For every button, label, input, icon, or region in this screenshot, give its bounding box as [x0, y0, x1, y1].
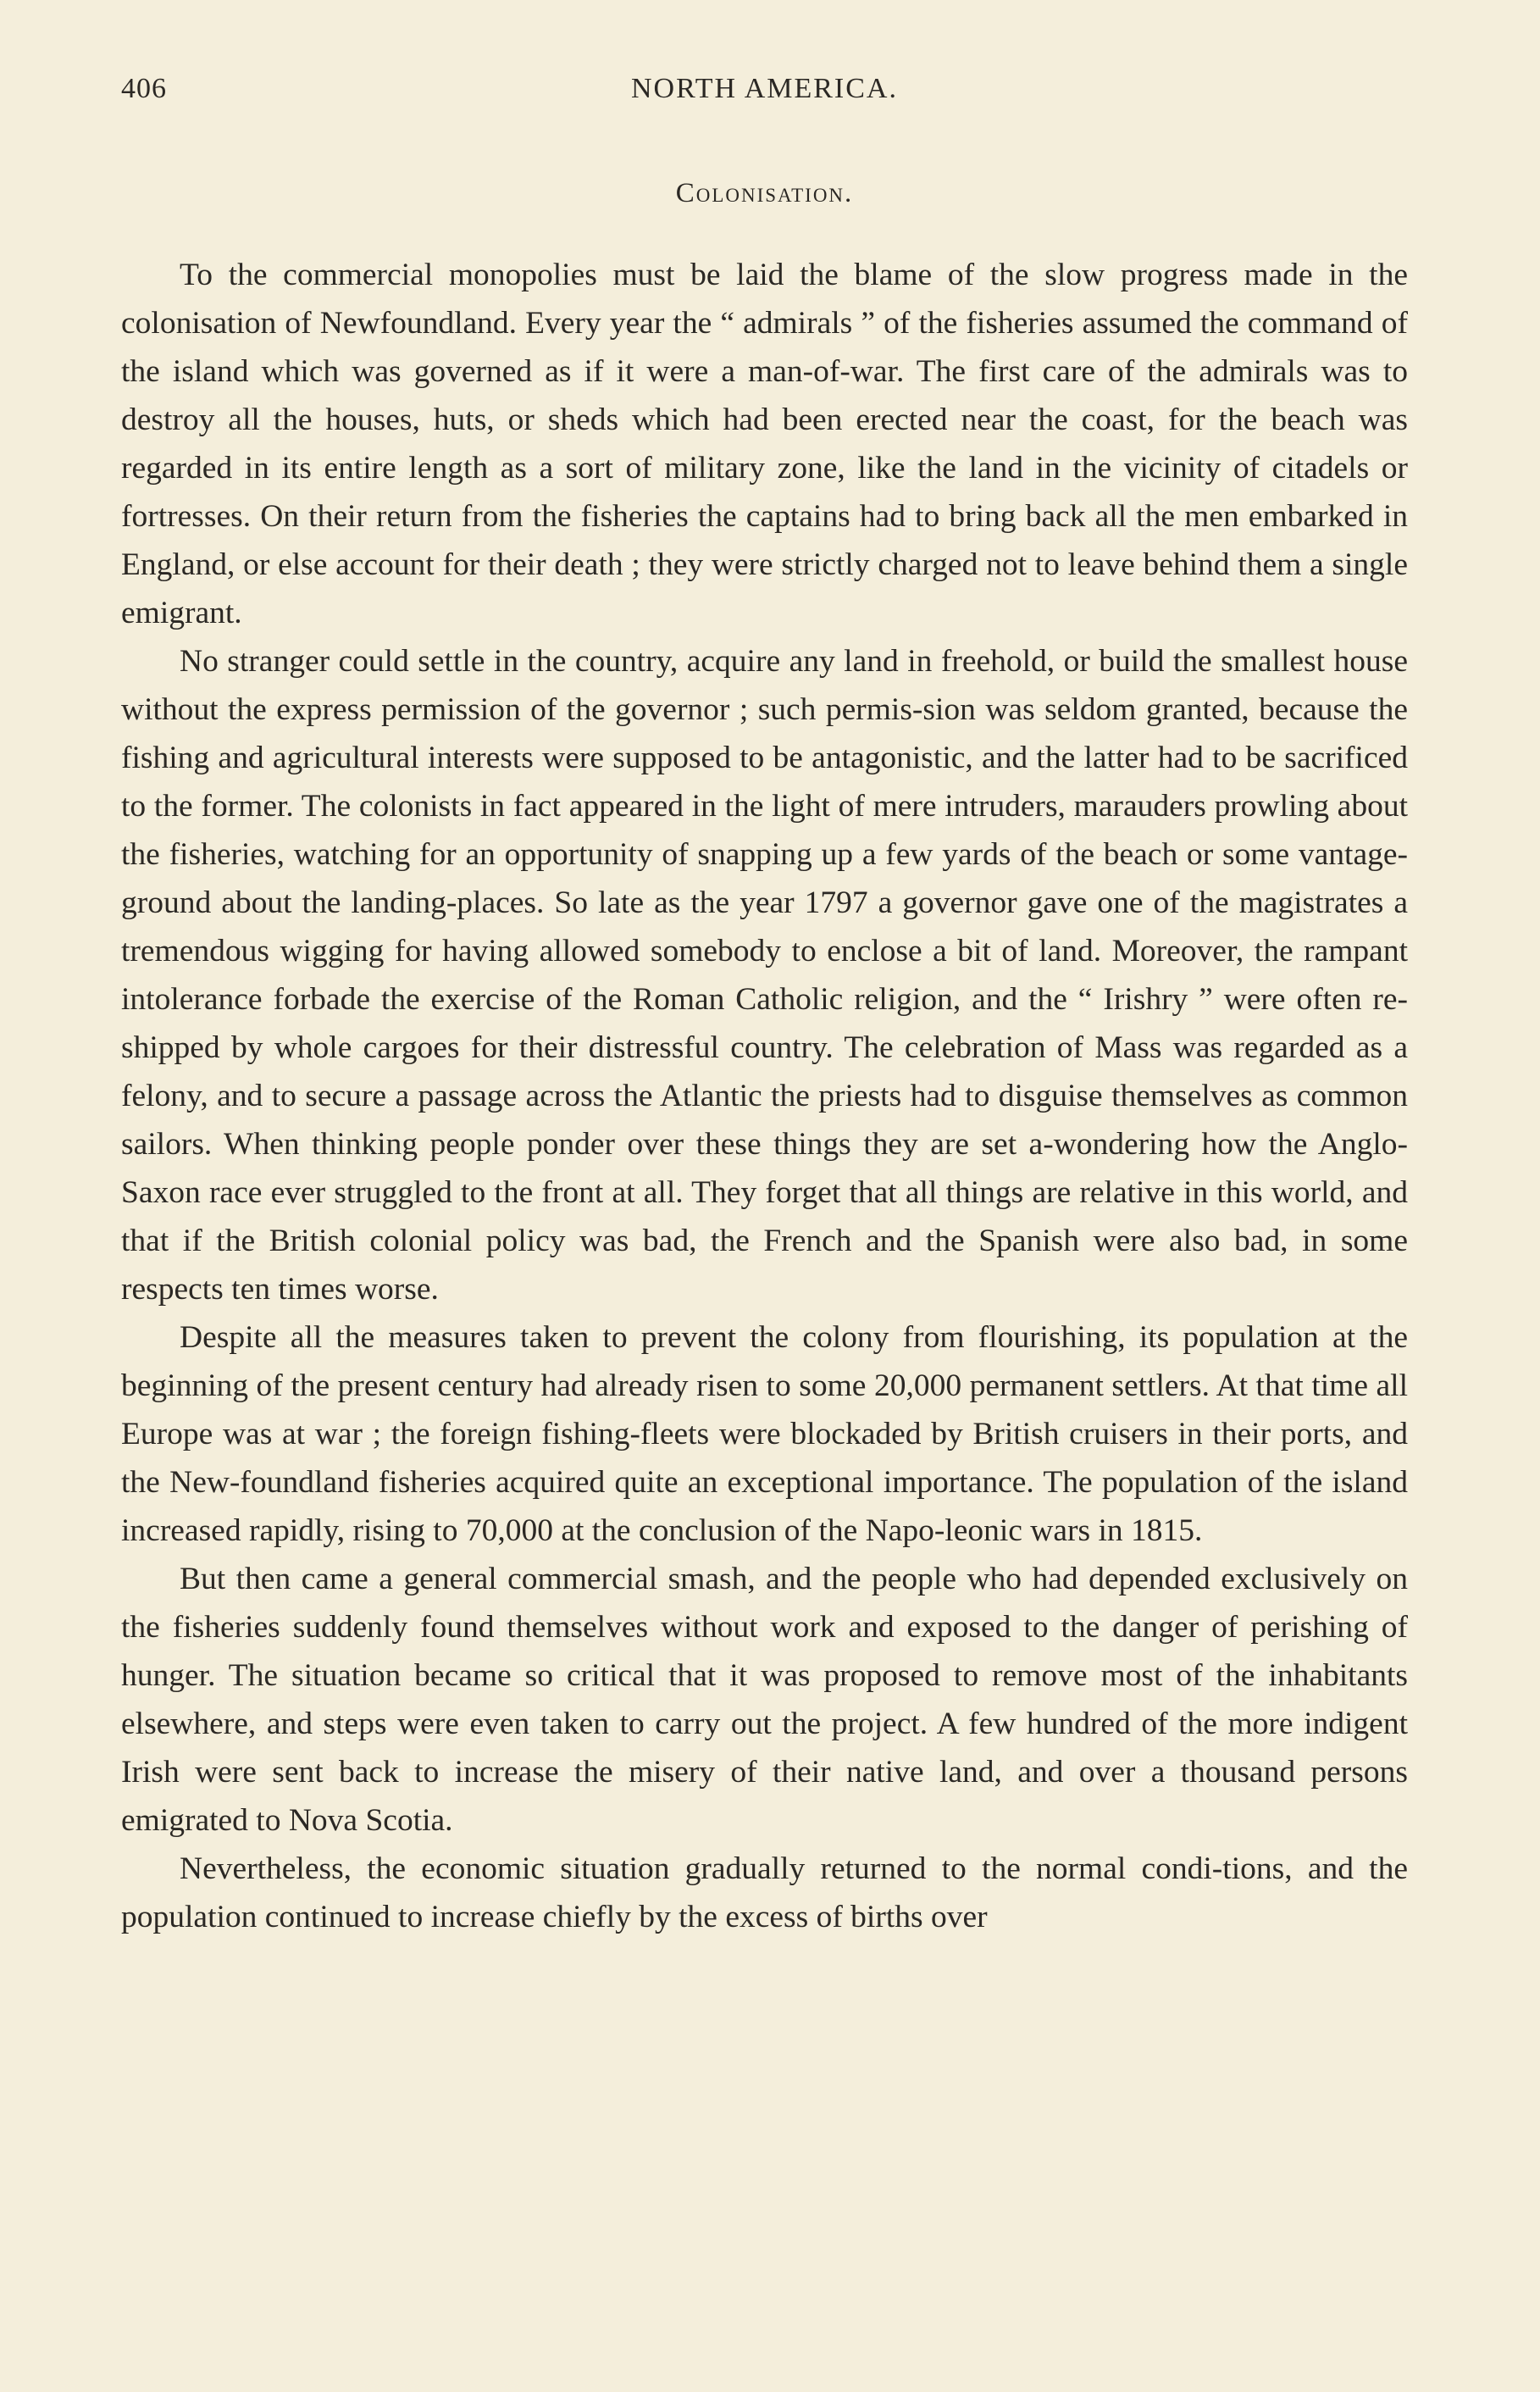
- running-head: [121, 73, 1408, 115]
- section-heading: Colonisation.: [675, 178, 854, 208]
- book-page: [121, 0, 1408, 2392]
- paragraph: Nevertheless, the economic situation gradually returned to the normal condi-tions, and the population continued to increase chiefly by the excess of births over: [121, 1851, 1408, 1934]
- body-text: [121, 251, 1408, 1941]
- paragraph: No stranger could settle in the country, acquire any land in freehold, or build the smallest house without the express permission of the governor ; such permis-sion was seldom granted, because the fishing and agricultural interests were supposed to be antagonistic, and the latter had to be sacrificed to the former. The colonists in fact appeared in the light of mere intruders, marauders prowling about the fisheries, watching for an opportunity of snapping up a few yards of the beach or some vantage-ground about the landing-places. So late as the year 1797 a governor gave one of the magistrates a tremendous wigging for having allowed somebody to enclose a bit of land. Moreover, the rampant intolerance forbade the exercise of the Roman Catholic religion, and the “ Irishry ” were often re-shipped by whole cargoes for their distressful country. The celebration of Mass was regarded as a felony, and to secure a passage across the Atlantic the priests had to disguise themselves as common sailors. When thinking people ponder over these things they are set a-wondering how the Anglo-Saxon race ever struggled to the front at all. They forget that all things are relative in this world, and that if the British colonial policy was bad, the French and the Spanish were also bad, in some respects ten times worse.: [121, 644, 1408, 1307]
- paragraph: Despite all the measures taken to prevent the colony from flourishing, its population at the beginning of the present century had already risen to some 20,000 permanent settlers. At that time all Europe was at war ; the foreign fishing-fleets were blockaded by British cruisers in their ports, and the New-foundland fisheries acquired quite an exceptional importance. The population of the island increased rapidly, rising to 70,000 at the conclusion of the Napo-leonic wars in 1815.: [121, 1320, 1408, 1548]
- running-title: NORTH AMERICA.: [631, 73, 898, 104]
- page-number: 406: [121, 73, 167, 104]
- paragraph: To the commercial monopolies must be laid the blame of the slow progress made in the colonisation of Newfoundland. Every year the “ admirals ” of the fisheries assumed the command of the island which was governed as if it were a man-of-war. The first care of the admirals was to destroy all the houses, huts, or sheds which had been erected near the coast, for the beach was regarded in its entire length as a sort of military zone, like the land in the vicinity of citadels or fortresses. On their return from the fisheries the captains had to bring back all the men embarked in England, or else account for their death ; they were strictly charged not to leave behind them a single emigrant.: [121, 258, 1408, 630]
- paragraph: But then came a general commercial smash, and the people who had depended exclusively on the fisheries suddenly found themselves without work and exposed to the danger of perishing of hunger. The situation became so critical that it was proposed to remove most of the inhabitants elsewhere, and steps were even taken to carry out the project. A few hundred of the more indigent Irish were sent back to increase the misery of their native land, and over a thousand persons emigrated to Nova Scotia.: [121, 1562, 1408, 1838]
